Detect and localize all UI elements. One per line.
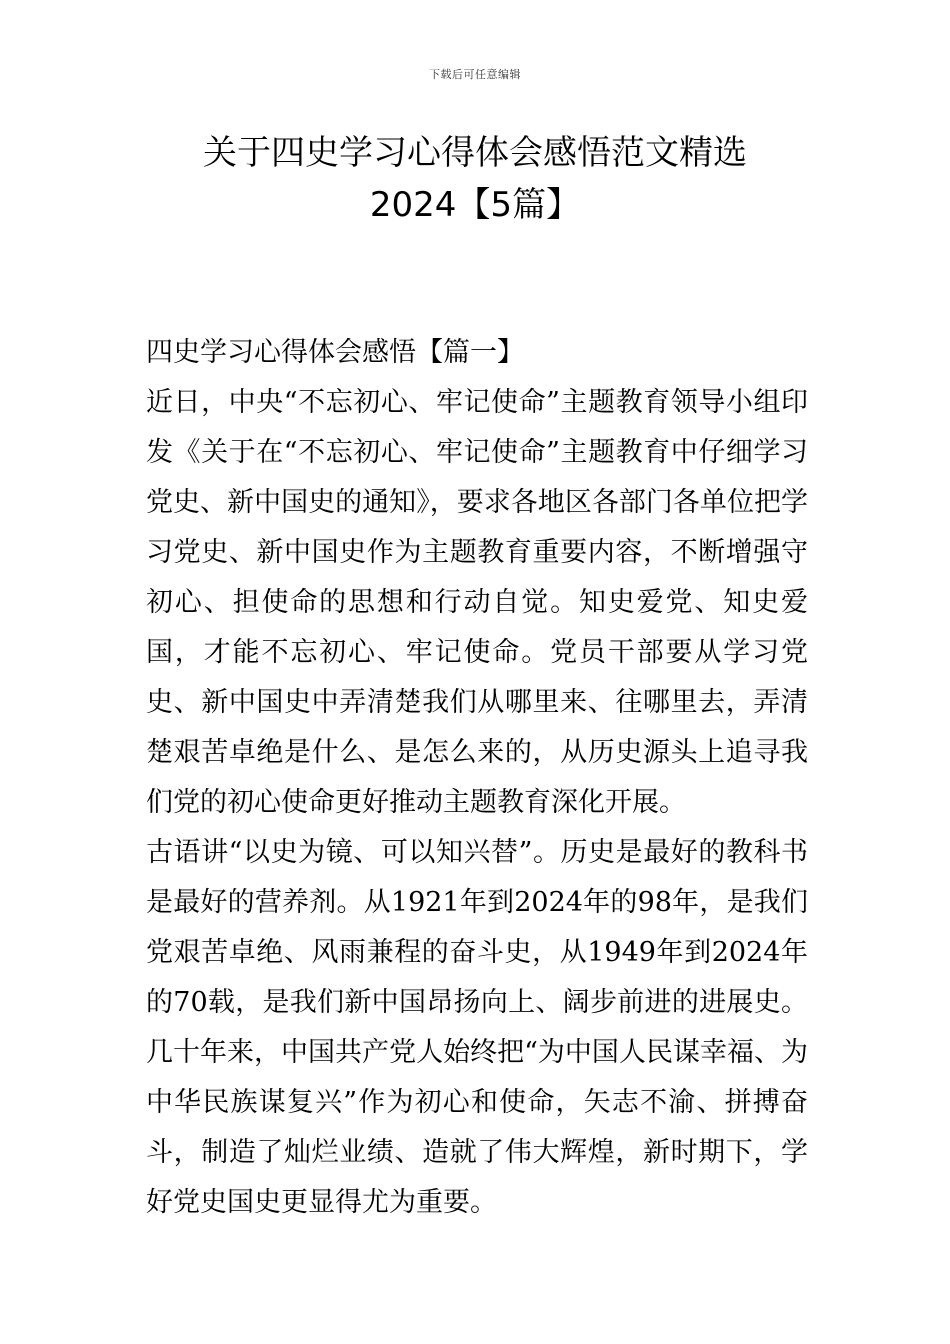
paragraph-2: 古语讲“以史为镜、可以知兴替”。历史是最好的教科书是最好的营养剂。从1921年到2024年的98年，是我们党艰苦卓绝、风雨兼程的奋斗史，从1949年到2024年的70载，是我们新中国昂扬向上、阔步前进的进展史。几十年来，中国共产党人始终把“为中国人民谋幸福、为中华民族谋复兴”作为初心和使命，矢志不渝、拼搏奋斗，制造了灿烂业绩、造就了伟大辉煌，新时期下，学好党史国史更显得尤为重要。: [146, 837, 808, 1218]
paragraph-1: 近日，中央“不忘初心、牢记使命”主题教育领导小组印发《关于在“不忘初心、牢记使命”主题教育中仔细学习党史、新中国史的通知》，要求各地区各部门各单位把学习党史、新中国史作为主题教育重要内容，不断增强守初心、担使命的思想和行动自觉。知史爱党、知史爱国，才能不忘初心、牢记使命。党员干部要从学习党史、新中国史中弄清楚我们从哪里来、往哪里去，弄清楚艰苦卓绝是什么、是怎么来的，从历史源头上追寻我们党的初心使命更好推动主题教育深化开展。: [146, 387, 808, 818]
section-heading: 四史学习心得体会感悟【篇一】: [146, 337, 524, 368]
title-line-1: 关于四史学习心得体会感悟范文精选: [203, 133, 747, 173]
header-note: 下载后可任意编辑: [429, 68, 521, 81]
document-title: [0, 128, 950, 230]
title-line-2: 2024【5篇】: [369, 185, 581, 225]
document-body: [146, 328, 808, 1228]
